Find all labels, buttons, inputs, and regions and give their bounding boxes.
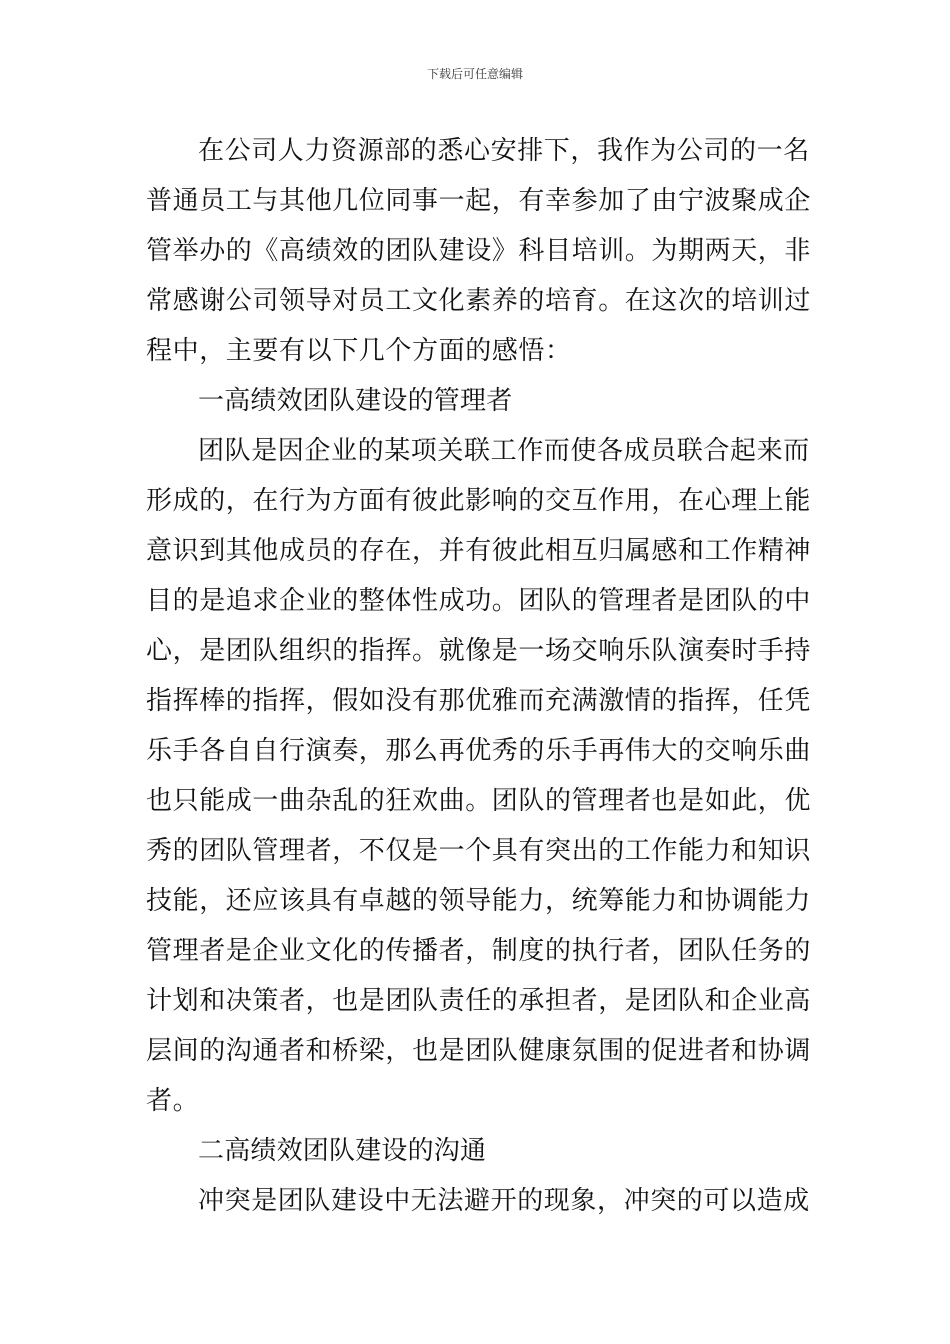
paragraph-line: 团队是因企业的某项关联工作而使各成员联合起来而	[198, 436, 810, 466]
paragraph-line: 形成的，在行为方面有彼此影响的交互作用，在心理上能	[146, 486, 812, 516]
paragraph-line: 也只能成一曲杂乱的狂欢曲。团队的管理者也是如此，优	[146, 786, 812, 816]
paragraph-line: 冲突是团队建设中无法避开的现象，冲突的可以造成	[198, 1186, 810, 1216]
section-heading: 一高绩效团队建设的管理者	[198, 386, 513, 416]
paragraph-line: 目的是追求企业的整体性成功。团队的管理者是团队的中	[146, 586, 812, 616]
paragraph-line: 意识到其他成员的存在，并有彼此相互归属感和工作精神	[146, 536, 812, 566]
paragraph-line: 秀的团队管理者，不仅是一个具有突出的工作能力和知识	[146, 836, 812, 866]
paragraph-line: 者。	[146, 1086, 200, 1116]
paragraph-line: 管理者是企业文化的传播者，制度的执行者，团队任务的	[146, 936, 812, 966]
paragraph-line: 层间的沟通者和桥梁，也是团队健康氛围的促进者和协调	[146, 1036, 812, 1066]
document-body	[146, 126, 812, 1226]
paragraph-line: 普通员工与其他几位同事一起，有幸参加了由宁波聚成企	[146, 186, 812, 216]
paragraph-line: 技能，还应该具有卓越的领导能力，统筹能力和协调能力	[146, 886, 812, 916]
paragraph-line: 乐手各自自行演奏，那么再优秀的乐手再伟大的交响乐曲	[146, 736, 812, 766]
paragraph-line: 程中，主要有以下几个方面的感悟：	[146, 336, 572, 366]
paragraph-line: 管举办的《高绩效的团队建设》科目培训。为期两天，非	[146, 236, 812, 266]
paragraph-line: 计划和决策者，也是团队责任的承担者，是团队和企业高	[146, 986, 812, 1016]
section-heading: 二高绩效团队建设的沟通	[198, 1136, 487, 1166]
page-header-note: 下载后可任意编辑	[426, 67, 523, 81]
paragraph-line: 在公司人力资源部的悉心安排下，我作为公司的一名	[198, 136, 810, 166]
paragraph-line: 常感谢公司领导对员工文化素养的培育。在这次的培训过	[146, 286, 812, 316]
paragraph-line: 指挥棒的指挥，假如没有那优雅而充满激情的指挥，任凭	[146, 686, 812, 716]
paragraph-line: 心，是团队组织的指挥。就像是一场交响乐队演奏时手持	[146, 636, 812, 666]
